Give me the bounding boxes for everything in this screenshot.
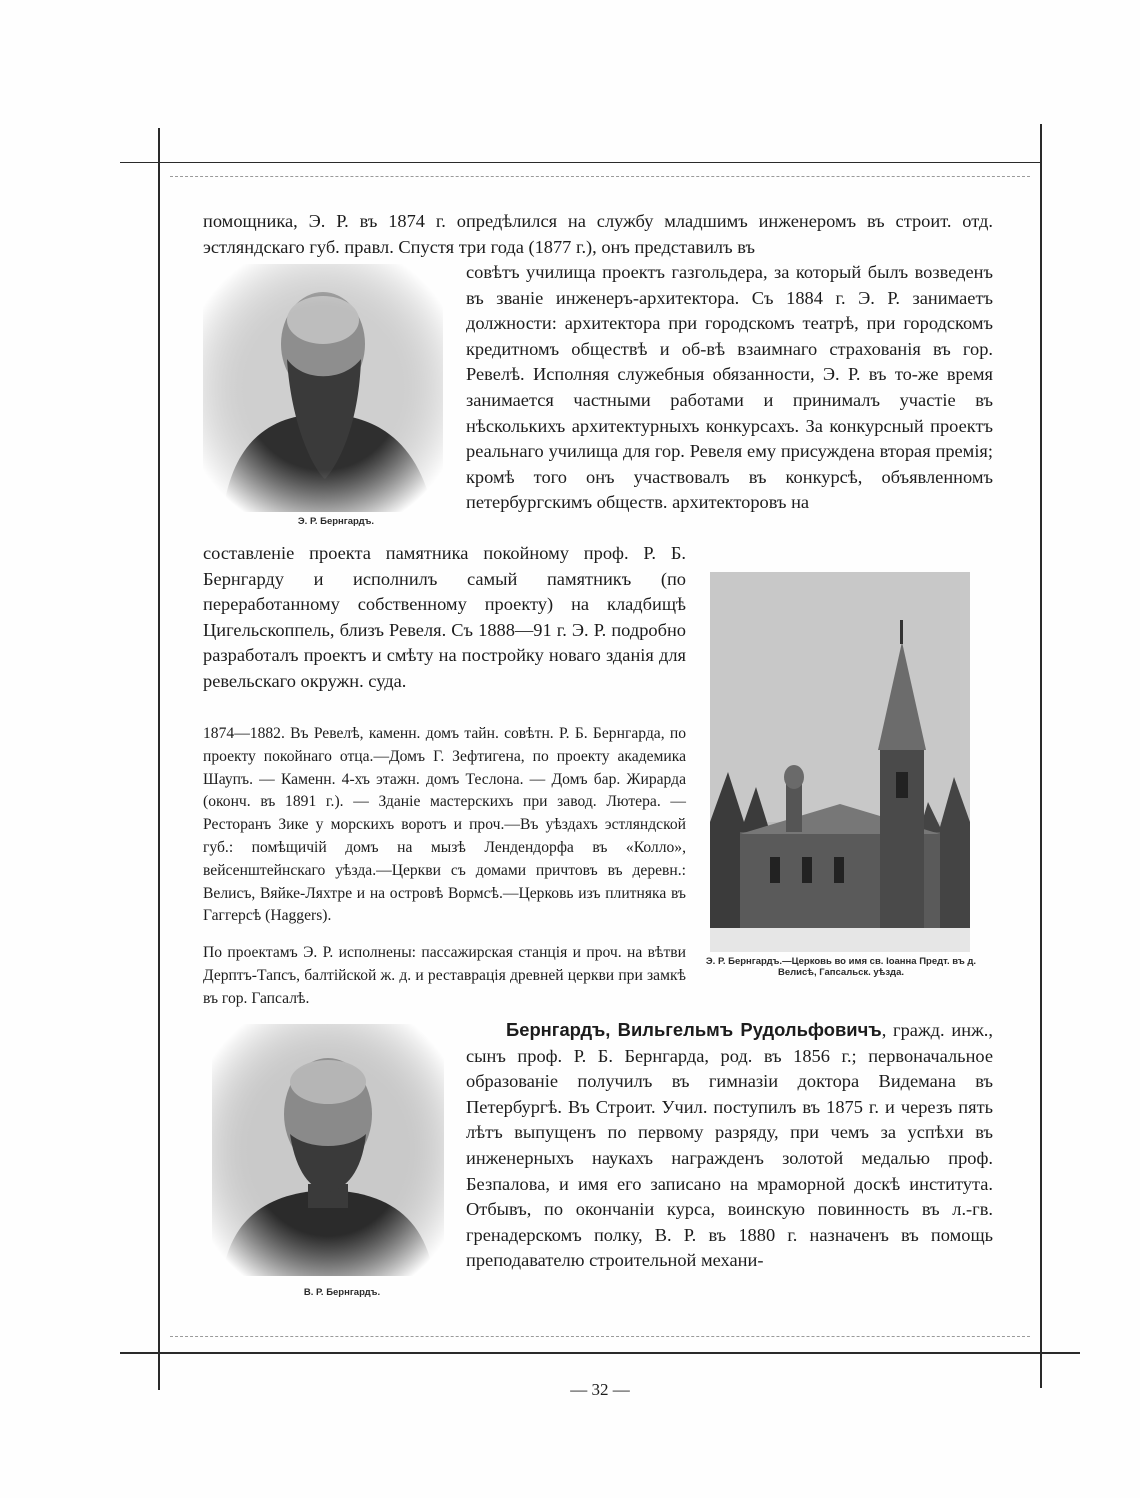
caption-portrait-2: В. Р. Бернгардъ. — [303, 1287, 381, 1298]
frame-bottom-rule — [120, 1352, 1080, 1354]
entry-text: , гражд. инж., сынъ проф. Р. Б. Бернгарда, род. въ 1856 г.; первоначальное образованіе получилъ въ гимназіи доктора Видемана въ Петербургѣ. Въ Строит. Учил. поступилъ въ 1875 г. и черезъ пять лѣтъ выпущенъ по первому разряду, при чемъ за успѣхи въ инженерныхъ наукахъ награжденъ золотой медалью проф. Безпалова, и имя его записано на мраморной доскѣ института. Отбывъ, по окончаніи курса, воинскую повинность въ л.-гв. гренадерскомъ полку, В. Р. въ 1880 г. назначенъ въ помощь преподавателю строительной механи- — [466, 1020, 993, 1271]
paragraph-opening: помощника, Э. Р. въ 1874 г. опредѣлился на службу младшимъ инженеромъ въ строит. отд. эстляндскаго губ. правл. Спустя три года (1877 г.), онъ представилъ въ — [203, 211, 993, 257]
works-list: 1874—1882. Въ Ревелѣ, каменн. домъ тайн. совѣтн. Р. Б. Бернгарда, по проекту покойнаго отца.—Домъ Г. Зефтигена, по проекту академика Шаупъ. — Каменн. 4-хъ этажн. домъ Теслона. — Домъ бар. Жирарда (оконч. въ 1891 г.). — Зданіе мастерскихъ при завод. Лютера. — Ресторанъ Зике у морскихъ воротъ и проч.—Въ уѣздахъ эстляндской губ.: помѣщичій домъ на мызѣ Лендендорфа въ «Колло», вейсенштейнскаго уѣзда.—Церкви съ домами причтовъ въ деревн.: Велисъ, Вяйке-Ляхтре и на островѣ Вормсѣ.—Церковь изъ плитняка въ Гаггерсѣ (Haggers). — [203, 725, 686, 925]
frame-inner-bottom-dash — [170, 1336, 1030, 1337]
frame-right-rule — [1040, 124, 1042, 1388]
portrait-e-r-berngard — [203, 264, 443, 512]
caption-portrait-1: Э. Р. Бернгардъ. — [297, 516, 375, 527]
page-number: — 32 — — [570, 1380, 630, 1399]
frame-inner-top-dash — [170, 176, 1030, 177]
paragraph-monument: составленіе проекта памятника покойному проф. Р. Б. Бернгарду и исполнилъ самый памятникъ (по переработанному собственному проекту) на кладбищѣ Цигельскоппель, близъ Ревеля. Съ 1888—91 г. Э. Р. подробно разработалъ проектъ и смѣту на постройку новаго зданія для ревельскаго окружн. суда. — [203, 543, 686, 691]
frame-left-rule — [158, 128, 160, 1390]
entry-wilhelm-berngard — [466, 1017, 993, 1274]
caption-church: Э. Р. Бернгардъ.—Церковь во имя св. Іоанна Предт. въ д. Велисѣ, Гапсальск. уѣзда. — [705, 956, 977, 978]
portrait-v-r-berngard — [212, 1024, 444, 1276]
paragraph-career: совѣтъ училища проектъ газгольдера, за который былъ возведенъ въ званіе инженеръ-архитектора. Съ 1884 г. Э. Р. занимаетъ должности: архитектора при городскомъ театрѣ, при городскомъ кредитномъ обществѣ и об-вѣ взаимнаго страхованія въ гор. Ревелѣ. Исполняя служебныя обязанности, Э. Р. въ то-же время занимается частными работами и принималъ участіе въ нѣсколькихъ архитектурныхъ конкурсахъ. За конкурсный проектъ реальнаго училища для гор. Ревеля ему присуждена вторая премія; кромѣ того онъ участвовалъ въ конкурсѣ, объявленномъ петербургскимъ обществ. архитекторовъ на — [466, 262, 993, 513]
works-list-executed: По проектамъ Э. Р. исполнены: пассажирская станція и проч. на вѣтви Дерптъ-Тапсъ, балтійской ж. д. и реставрація древней церкви при замкѣ въ гор. Гапсалѣ. — [203, 944, 686, 1007]
frame-top-rule — [120, 162, 1040, 163]
church-photo — [710, 572, 970, 952]
entry-heading: Бернгардъ, Вильгельмъ Рудольфовичъ — [506, 1019, 882, 1040]
